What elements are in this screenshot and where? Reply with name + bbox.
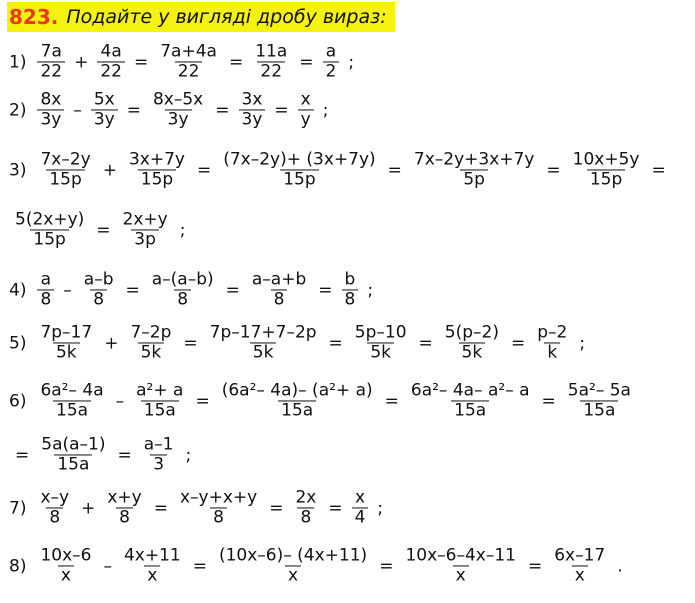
- fraction: [342, 270, 359, 309]
- numerator: 4x+11: [123, 545, 181, 566]
- operator: =: [384, 391, 399, 411]
- fraction: [37, 323, 95, 362]
- denominator: 15p: [138, 170, 176, 190]
- numerator: 7a+4a: [160, 41, 217, 62]
- fraction: [177, 488, 260, 527]
- equation-line: [9, 488, 389, 527]
- fraction: [81, 270, 117, 309]
- numerator: 2x: [295, 487, 317, 508]
- denominator: 15p: [587, 170, 625, 190]
- operator: +: [102, 160, 117, 180]
- numerator: 7x–2y: [40, 149, 91, 170]
- denominator: x: [572, 566, 588, 586]
- denominator: 8: [116, 508, 133, 528]
- denominator: 5k: [459, 343, 486, 363]
- operator: =: [328, 498, 343, 518]
- equation-line: [9, 323, 591, 362]
- denominator: 3y: [37, 110, 64, 130]
- denominator: 5k: [367, 343, 394, 363]
- denominator: 5p: [460, 170, 488, 190]
- equation-line: [9, 150, 672, 189]
- fraction: [37, 546, 94, 585]
- denominator: x: [144, 566, 160, 586]
- fraction: [408, 381, 533, 420]
- operator: ;: [367, 280, 374, 300]
- equation-line: [9, 435, 197, 474]
- operator: =: [387, 160, 402, 180]
- denominator: 3y: [91, 110, 118, 130]
- fraction: [570, 150, 643, 189]
- operator: =: [269, 498, 284, 518]
- numerator: 10x–6: [40, 545, 92, 566]
- numerator: p–2: [537, 322, 568, 343]
- fraction: [249, 270, 309, 309]
- numerator: a–b: [83, 269, 114, 290]
- denominator: 3y: [239, 110, 266, 130]
- numerator: a–a+b: [251, 269, 307, 290]
- denominator: 3: [150, 455, 167, 475]
- numerator: 4a: [100, 41, 122, 62]
- operator: =: [274, 100, 289, 120]
- numerator: x–y: [40, 487, 70, 508]
- numerator: 2x+y: [122, 209, 168, 230]
- denominator: 15p: [280, 170, 318, 190]
- operator: =: [196, 160, 212, 180]
- item-label: 6): [9, 391, 27, 411]
- operator: +: [104, 333, 119, 353]
- operator: =: [546, 160, 561, 180]
- fraction: [91, 90, 118, 129]
- operator: –: [115, 391, 125, 411]
- denominator: 22: [257, 62, 285, 82]
- denominator: 3p: [131, 230, 159, 250]
- numerator: 10x–6–4x–11: [405, 545, 516, 566]
- numerator: (7x–2y)+ (3x+7y): [223, 149, 376, 170]
- denominator: 3y: [165, 110, 192, 130]
- fraction: [37, 90, 64, 129]
- fraction: [252, 42, 290, 81]
- denominator: 5k: [53, 343, 80, 363]
- item-label: 7): [9, 498, 27, 518]
- denominator: x: [453, 566, 469, 586]
- fraction: [133, 381, 186, 420]
- denominator: 8: [297, 508, 314, 528]
- fraction: [127, 323, 174, 362]
- denominator: 5k: [138, 343, 165, 363]
- numerator: 7x–2y+3x+7y: [413, 149, 535, 170]
- item-label: 8): [9, 556, 27, 576]
- numerator: 8x: [40, 89, 62, 110]
- operator: =: [192, 556, 207, 576]
- fraction: [298, 90, 314, 129]
- fraction: [207, 323, 320, 362]
- operator: ;: [579, 333, 586, 353]
- item-label: 5): [9, 333, 27, 353]
- equation-line: [9, 381, 637, 420]
- numerator: 7p–17: [40, 322, 93, 343]
- operator: ;: [377, 498, 384, 518]
- item-label: 4): [9, 280, 27, 300]
- numerator: 5(p–2): [444, 322, 499, 343]
- operator: +: [74, 52, 89, 72]
- denominator: 15a: [54, 455, 92, 475]
- operator: –: [73, 100, 82, 120]
- task-title: Подайте у вигляді дробу вираз:: [66, 6, 387, 28]
- denominator: 22: [97, 62, 125, 82]
- equation-line: [9, 546, 629, 585]
- equation-line: [9, 210, 191, 249]
- numerator: a–(a–b): [151, 269, 214, 290]
- fraction: [565, 381, 634, 420]
- numerator: 7–2p: [130, 322, 172, 343]
- operator: .: [617, 556, 623, 576]
- fraction: [352, 323, 410, 362]
- operator: =: [133, 52, 149, 72]
- numerator: 8x–5x: [152, 89, 204, 110]
- fraction: [402, 546, 519, 585]
- equation-line: [9, 90, 334, 129]
- numerator: a: [40, 269, 52, 290]
- item-label: 1): [9, 52, 27, 72]
- fraction: [37, 270, 54, 309]
- numerator: a: [325, 41, 337, 62]
- fraction: [149, 270, 217, 309]
- operator: =: [153, 498, 168, 518]
- fraction: [150, 90, 206, 129]
- operator: =: [183, 333, 198, 353]
- operator: =: [299, 52, 314, 72]
- fraction: [157, 42, 220, 81]
- denominator: 15a: [53, 401, 91, 421]
- numerator: 3x+7y: [128, 149, 185, 170]
- numerator: b: [344, 269, 356, 290]
- operator: =: [418, 333, 433, 353]
- item-label: 3): [9, 160, 27, 180]
- numerator: (6a²– 4a)– (a²+ a): [221, 380, 373, 401]
- numerator: 6x–17: [554, 545, 606, 566]
- operator: –: [63, 280, 72, 300]
- fraction: [97, 42, 125, 81]
- numerator: (10x–6)– (4x+11): [218, 545, 368, 566]
- operator: =: [225, 280, 240, 300]
- denominator: 4: [352, 508, 369, 528]
- numerator: 7p–17+7–2p: [209, 322, 317, 343]
- fraction: [216, 546, 370, 585]
- denominator: y: [298, 110, 314, 130]
- operator: =: [510, 333, 526, 353]
- task-header: [7, 2, 395, 32]
- fraction: [120, 210, 171, 249]
- operator: =: [117, 445, 132, 465]
- operator: –: [103, 556, 112, 576]
- denominator: 15p: [46, 170, 84, 190]
- fraction: [323, 42, 340, 81]
- fraction: [141, 435, 177, 474]
- denominator: 8: [46, 508, 63, 528]
- denominator: 8: [90, 290, 107, 310]
- numerator: x: [300, 89, 311, 110]
- denominator: 15a: [451, 401, 489, 421]
- numerator: 7a: [40, 41, 62, 62]
- operator: =: [318, 280, 333, 300]
- numerator: 5p–10: [354, 322, 407, 343]
- fraction: [551, 546, 608, 585]
- operator: ;: [185, 445, 192, 465]
- fraction: [239, 90, 266, 129]
- denominator: 8: [271, 290, 288, 310]
- operator: =: [228, 52, 244, 72]
- operator: =: [15, 445, 30, 465]
- operator: =: [96, 220, 111, 240]
- fraction: [534, 323, 570, 362]
- denominator: 15a: [278, 401, 316, 421]
- fraction: [411, 150, 538, 189]
- numerator: 11a: [255, 41, 288, 62]
- fraction: [442, 323, 502, 362]
- numerator: x+y: [107, 487, 142, 508]
- equation-line: [9, 270, 379, 309]
- equation-line: [9, 42, 360, 81]
- numerator: 5(2x+y): [15, 209, 85, 230]
- operator: ;: [348, 52, 355, 72]
- operator: =: [328, 333, 343, 353]
- fraction: [37, 150, 93, 189]
- denominator: x: [285, 566, 301, 586]
- denominator: 2: [323, 62, 340, 82]
- fraction: [292, 488, 319, 527]
- denominator: 8: [210, 508, 227, 528]
- operator: =: [126, 100, 141, 120]
- operator: =: [215, 100, 230, 120]
- denominator: 8: [37, 290, 54, 310]
- operator: =: [195, 391, 210, 411]
- numerator: a²+ a: [136, 380, 184, 401]
- numerator: 6a²– 4a– a²– a: [410, 380, 530, 401]
- denominator: 5k: [250, 343, 277, 363]
- fraction: [37, 488, 72, 527]
- operator: ;: [179, 220, 186, 240]
- denominator: 15a: [141, 401, 179, 421]
- operator: =: [527, 556, 543, 576]
- numerator: a–1: [143, 434, 174, 455]
- denominator: 22: [37, 62, 65, 82]
- fraction: [38, 435, 108, 474]
- operator: ;: [322, 100, 329, 120]
- denominator: 8: [342, 290, 359, 310]
- fraction: [126, 150, 188, 189]
- numerator: 5a(a–1): [41, 434, 106, 455]
- item-label: 2): [9, 100, 27, 120]
- operator: =: [125, 280, 140, 300]
- denominator: 22: [175, 62, 203, 82]
- denominator: x: [58, 566, 74, 586]
- operator: =: [541, 391, 556, 411]
- denominator: 15a: [580, 401, 618, 421]
- operator: +: [81, 498, 96, 518]
- fraction: [104, 488, 144, 527]
- fraction: [220, 150, 378, 189]
- fraction: [352, 488, 369, 527]
- fraction: [219, 381, 376, 420]
- fraction: [37, 42, 65, 81]
- numerator: 5a²– 5a: [567, 380, 631, 401]
- numerator: x–y+x+y: [179, 487, 258, 508]
- numerator: 3x: [241, 89, 263, 110]
- denominator: 15p: [30, 230, 68, 250]
- numerator: 10x+5y: [572, 149, 640, 170]
- operator: =: [379, 556, 394, 576]
- denominator: k: [544, 343, 560, 363]
- fraction: [12, 210, 87, 249]
- denominator: 8: [174, 290, 191, 310]
- fraction: [121, 546, 184, 585]
- numerator: 6a²– 4a: [40, 380, 104, 401]
- numerator: x: [354, 487, 366, 508]
- operator: =: [651, 160, 666, 180]
- fraction: [37, 381, 106, 420]
- task-number: 823.: [9, 5, 59, 29]
- numerator: 5x: [93, 89, 115, 110]
